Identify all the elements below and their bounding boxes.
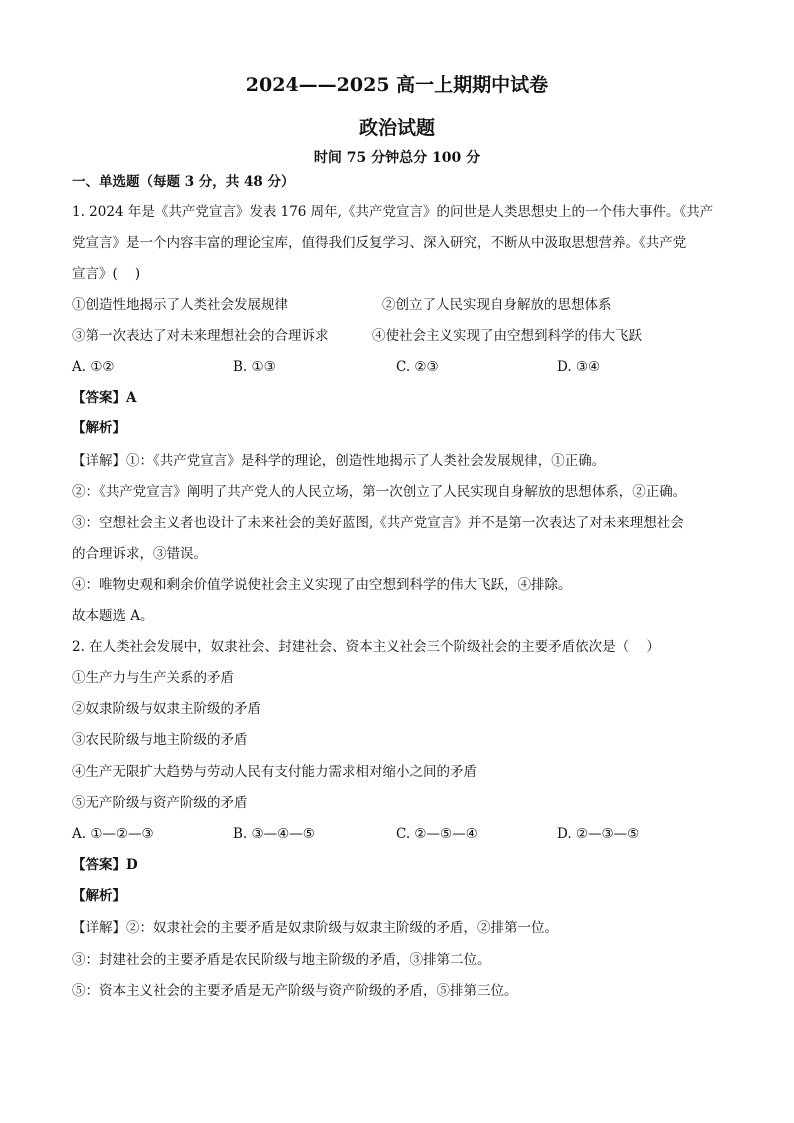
q1-option-c: C. ②③	[396, 359, 439, 375]
q2-detail-2: ③：封建社会的主要矛盾是农民阶级与地主阶级的矛盾，③排第二位。	[72, 952, 491, 968]
section-heading: 一、单选题（每题 3 分，共 48 分）	[72, 174, 295, 190]
q2-item-5: ⑤无产阶级与资产阶级的矛盾	[72, 795, 248, 811]
q1-item-3: ③第一次表达了对未来理想社会的合理诉求	[72, 328, 329, 344]
q1-detail-3b: 的合理诉求，③错误。	[72, 546, 207, 562]
time-info: 时间 75 分钟总分 100 分	[313, 150, 481, 166]
q2-option-d: D. ②—③—⑤	[557, 826, 640, 842]
q2-option-b: B. ③—④—⑤	[233, 826, 315, 842]
q1-item-1: ①创造性地揭示了人类社会发展规律	[72, 297, 288, 313]
q1-detail-1: 【详解】①：《共产党宣言》是科学的理论，创造性地揭示了人类社会发展规律，①正确。	[72, 453, 606, 469]
q2-option-c: C. ②—⑤—④	[396, 826, 478, 842]
q2-answer: 【答案】D	[72, 857, 138, 873]
subject-title: 政治试题	[358, 117, 435, 139]
q1-detail-2: ②：《共产党宣言》阐明了共产党人的人民立场，第一次创立了人民实现自身解放的思想体系，②正确。	[72, 484, 687, 500]
q2-stem: 2. 在人类社会发展中，奴隶社会、封建社会、资本主义社会三个阶级社会的主要矛盾依次是（ ）	[72, 639, 660, 655]
q1-detail-4: ④：唯物史观和剩余价值学说使社会主义实现了由空想到科学的伟大飞跃，④排除。	[72, 577, 572, 593]
q1-item-2: ②创立了人民实现自身解放的思想体系	[382, 297, 612, 313]
q2-analysis-label: 【解析】	[72, 888, 126, 904]
exam-title: 2024——2025 高一上期期中试卷	[245, 74, 549, 96]
q1-stem-line3: 宣言》( )	[72, 266, 141, 282]
q2-item-4: ④生产无限扩大趋势与劳动人民有支付能力需求相对缩小之间的矛盾	[72, 764, 477, 780]
q2-option-a: A. ①—②—③	[72, 826, 154, 842]
q2-detail-3: ⑤：资本主义社会的主要矛盾是无产阶级与资产阶级的矛盾，⑤排第三位。	[72, 983, 518, 999]
q1-answer: 【答案】A	[72, 390, 137, 406]
q1-option-a: A. ①②	[72, 359, 115, 375]
q2-detail-1: 【详解】②：奴隶社会的主要矛盾是奴隶阶级与奴隶主阶级的矛盾，②排第一位。	[72, 920, 558, 936]
q2-item-2: ②奴隶阶级与奴隶主阶级的矛盾	[72, 701, 261, 717]
q2-item-1: ①生产力与生产关系的矛盾	[72, 670, 234, 686]
q1-option-b: B. ①③	[233, 359, 276, 375]
q1-detail-3a: ③：空想社会主义者也设计了未来社会的美好蓝图,《共产党宣言》并不是第一次表达了对未来理想社会	[72, 515, 684, 531]
q1-conclusion: 故本题选 A。	[72, 608, 154, 624]
q2-item-3: ③农民阶级与地主阶级的矛盾	[72, 732, 248, 748]
q1-option-d: D. ③④	[557, 359, 601, 375]
q1-item-4: ④使社会主义实现了由空想到科学的伟大飞跃	[372, 328, 642, 344]
q1-stem-line1: 1. 2024 年是《共产党宣言》发表 176 周年,《共产党宣言》的问世是人类思想史上的一个伟大事件。《共产	[72, 204, 714, 220]
q1-analysis-label: 【解析】	[72, 420, 126, 436]
q1-stem-line2: 党宣言》是一个内容丰富的理论宝库，值得我们反复学习、深入研究，不断从中汲取思想营养。《共产党	[72, 235, 687, 251]
